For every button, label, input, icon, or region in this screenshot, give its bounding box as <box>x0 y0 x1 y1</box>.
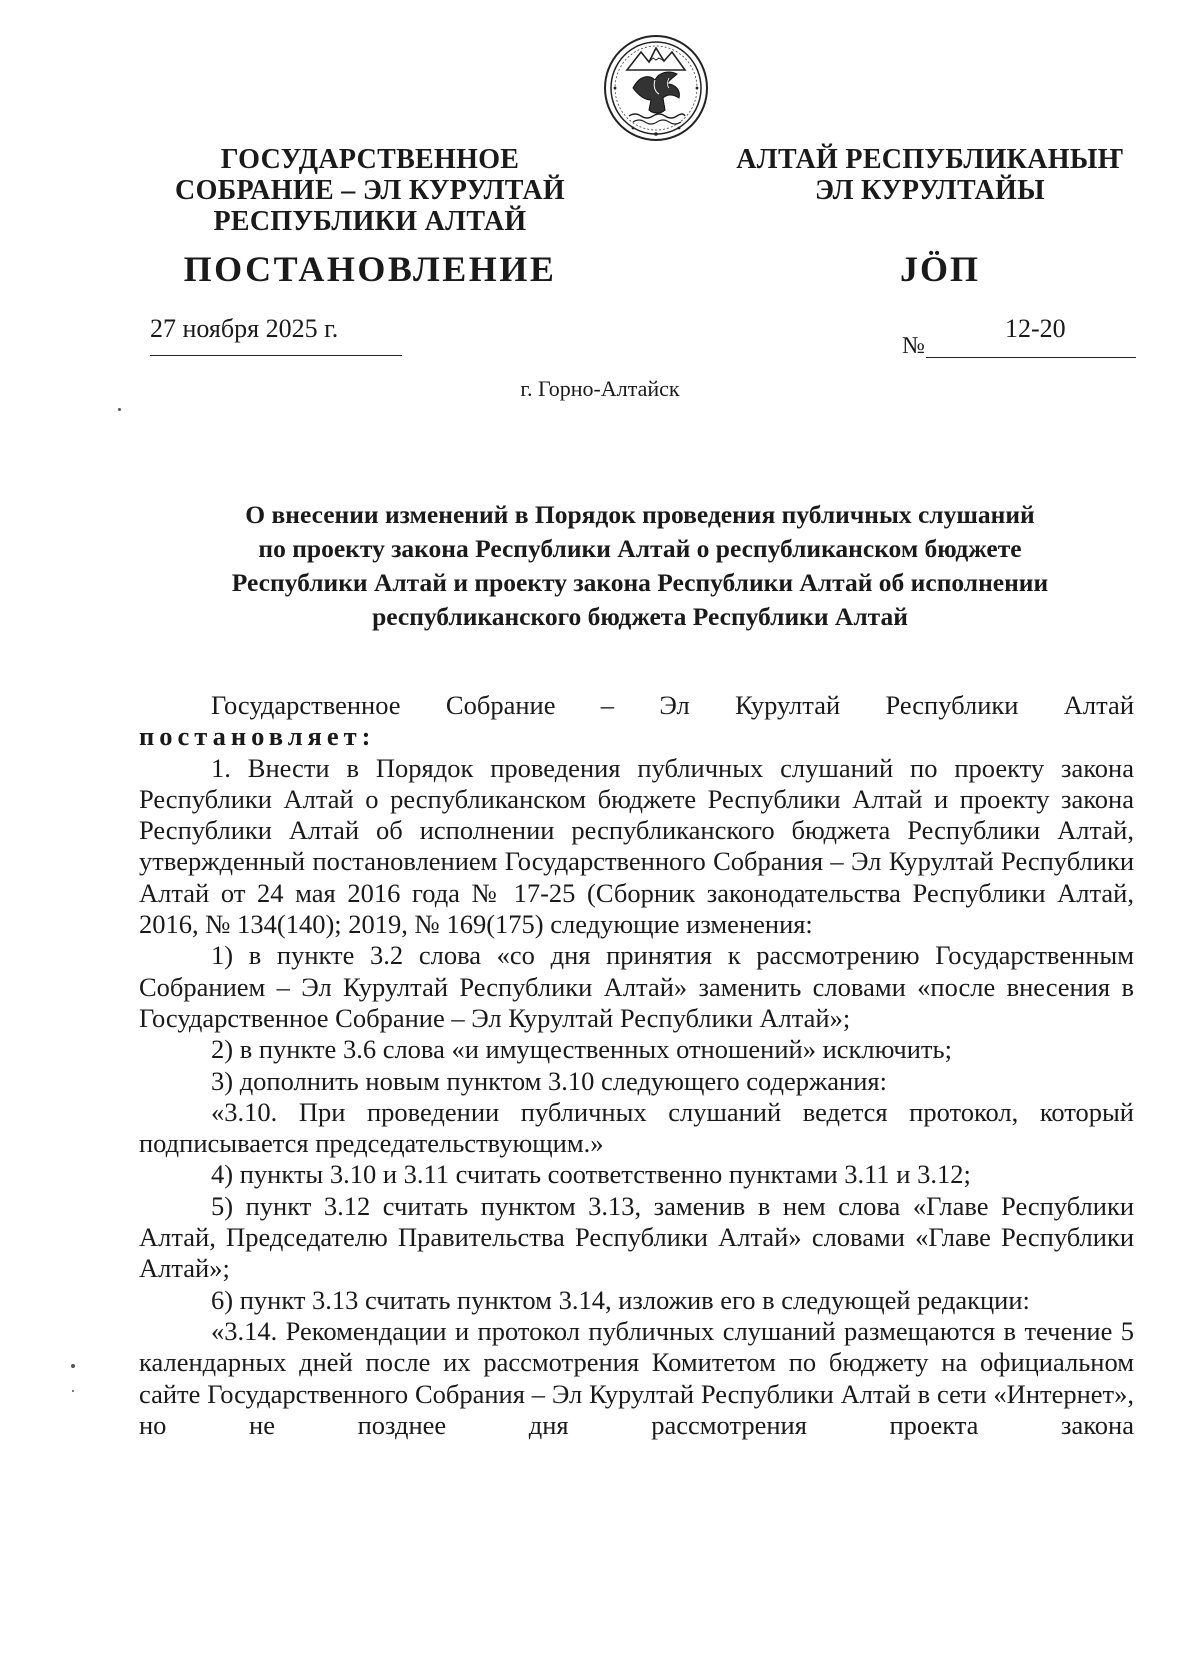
date-underline <box>150 355 402 356</box>
intro-paragraph <box>139 690 1134 721</box>
scan-speck <box>72 1390 74 1392</box>
body-paragraph: «3.10. При проведении публичных слушаний ведется протокол, который подписывается председательствующим.» <box>139 1096 1134 1159</box>
document-type-russian: ПОСТАНОВЛЕНИЕ <box>183 249 557 289</box>
coat-of-arms-emblem <box>603 34 709 142</box>
body-paragraph: «3.14. Рекомендации и протокол публичных слушаний размещаются в течение 5 календарных дней после их рассмотрения Комитетом по бюджету на официальном сайте Государственного Собрания – Эл Курултай Республики Алтай в сети «Интернет», но не позднее дня рассмотрения проекта закона <box>139 1315 1134 1440</box>
issuer-line: РЕСПУБЛИКИ АЛТАЙ <box>213 206 527 237</box>
title-line: республиканского бюджета Республики Алтай <box>372 602 908 631</box>
body-paragraph: 1. Внести в Порядок проведения публичных слушаний по проекту закона Республики Алтай о республиканском бюджете Республики Алтай и проекту закона Республики Алтай об исполнении республиканского бюджета Республики Алтай, утвержденный постановлением Государственного Собрания – Эл Курултай Республики Алтай от 24 мая 2016 года № 17-25 (Сборник законодательства Республики Алтай, 2016, № 134(140); 2019, № 169(175) следующие изменения: <box>139 752 1134 940</box>
body-paragraph: 6) пункт 3.13 считать пунктом 3.14, изложив его в следующей редакции: <box>211 1284 1030 1315</box>
body-paragraph: 2) в пункте 3.6 слова «и имущественных отношений» исключить; <box>211 1034 952 1065</box>
title-line: О внесении изменений в Порядок проведения публичных слушаний <box>245 500 1035 529</box>
issuer-line: ГОСУДАРСТВЕННОЕ <box>220 144 520 175</box>
scan-speck <box>71 1364 75 1368</box>
intro-text: Государственное Собрание – Эл Курултай Республики Алтай <box>211 690 1134 720</box>
issuer-line: СОБРАНИЕ – ЭЛ КУРУЛТАЙ <box>175 175 565 206</box>
document-title <box>150 498 1130 634</box>
body-paragraph: 4) пункты 3.10 и 3.11 считать соответственно пунктами 3.11 и 3.12; <box>211 1159 971 1190</box>
document-number: 12-20 <box>1005 314 1066 343</box>
document-body <box>139 690 1134 1441</box>
title-line: по проекту закона Республики Алтай о республиканском бюджете <box>258 534 1022 563</box>
title-line: Республики Алтай и проекту закона Республики Алтай об исполнении <box>231 568 1049 597</box>
scan-speck <box>118 408 121 411</box>
document-type-altai: JÖП <box>899 249 980 289</box>
issuer-line: ЭЛ КУРУЛТАЙЫ <box>815 175 1045 206</box>
number-underline <box>926 357 1136 358</box>
issuer-name-altai <box>730 144 1130 206</box>
resolves-word: постановляет: <box>139 721 376 752</box>
issuer-name-russian <box>150 144 590 237</box>
body-paragraph: 5) пункт 3.12 считать пунктом 3.13, заменив в нем слова «Главе Республики Алтай, Председателю Правительства Республики Алтай» словами «Главе Республики Алтай»; <box>139 1190 1134 1284</box>
document-date: 27 ноября 2025 г. <box>150 314 339 343</box>
document-city: г. Горно-Алтайск <box>520 376 680 401</box>
number-label: № <box>902 333 925 359</box>
issuer-line: АЛТАЙ РЕСПУБЛИКАНЫҤ <box>736 144 1124 175</box>
body-paragraph: 1) в пункте 3.2 слова «со дня принятия к рассмотрению Государственным Собранием – Эл Курултай Республики Алтай» заменить словами «после внесения в Государственное Собрание – Эл Курултай Республики Алтай»; <box>139 940 1134 1033</box>
resolves-line <box>139 721 1134 752</box>
body-paragraph: 3) дополнить новым пунктом 3.10 следующего содержания: <box>211 1065 887 1096</box>
